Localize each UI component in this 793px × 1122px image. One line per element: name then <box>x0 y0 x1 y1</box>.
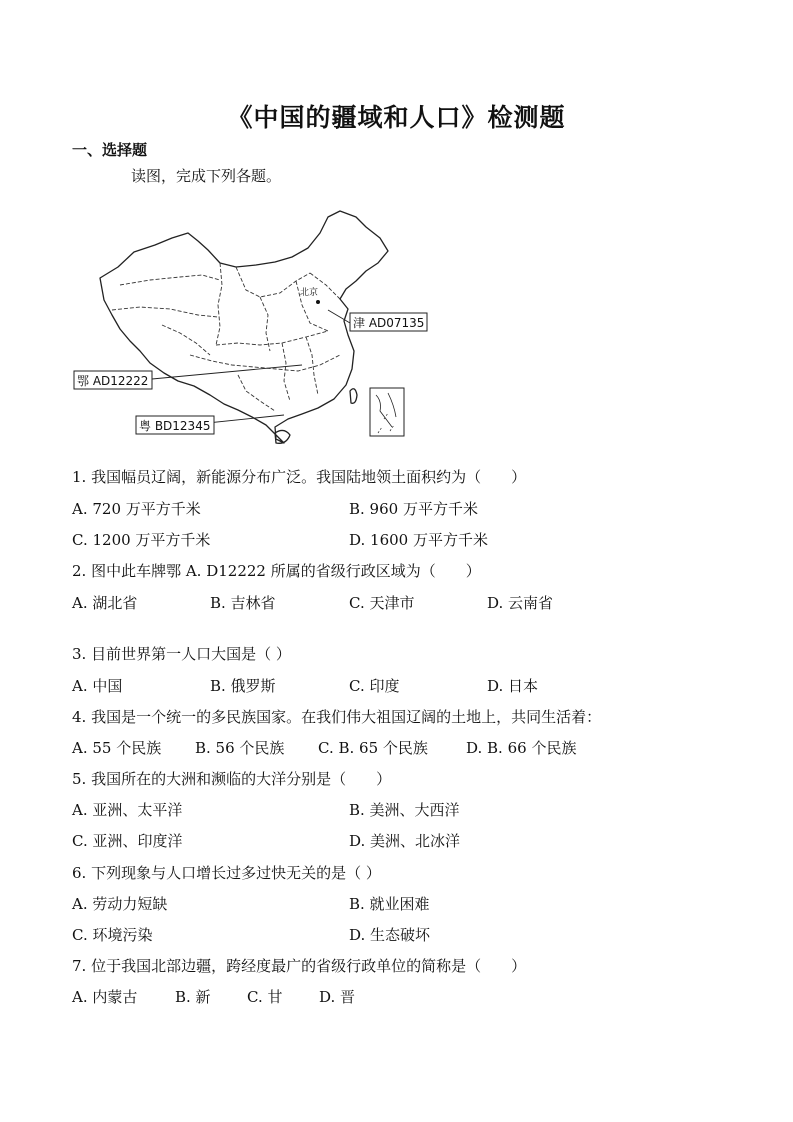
question-3: 3. 目前世界第一人口大国是（ ） <box>72 645 291 663</box>
q2-option-c[interactable]: C. 天津市 <box>349 594 415 612</box>
beijing-dot <box>316 300 320 304</box>
q4-option-d[interactable]: D. B. 66 个民族 <box>466 739 577 757</box>
q3-option-c[interactable]: C. 印度 <box>349 677 400 695</box>
q1-option-d[interactable]: D. 1600 万平方千米 <box>349 531 488 549</box>
q5-option-b[interactable]: B. 美洲、大西洋 <box>349 801 460 819</box>
q1-option-a[interactable]: A. 720 万平方千米 <box>72 500 201 518</box>
instruction-text: 读图，完成下列各题。 <box>131 167 282 185</box>
q4-option-a[interactable]: A. 55 个民族 <box>72 739 162 757</box>
question-7: 7. 位于我国北部边疆，跨经度最广的省级行政单位的简称是（ ） <box>72 957 527 975</box>
q3-option-d[interactable]: D. 日本 <box>487 677 539 695</box>
china-map <box>70 205 440 450</box>
q2-option-b[interactable]: B. 吉林省 <box>210 594 276 612</box>
china-outline <box>100 211 388 443</box>
beijing-label: 北京 <box>300 288 319 298</box>
plate-hubei: 鄂 AD12222 <box>77 374 149 388</box>
q7-option-d[interactable]: D. 晋 <box>319 988 356 1006</box>
question-2: 2. 图中此车牌鄂 A. D12222 所属的省级行政区域为（ ） <box>72 562 481 580</box>
q4-option-c[interactable]: C. B. 65 个民族 <box>318 739 428 757</box>
q3-option-b[interactable]: B. 俄罗斯 <box>210 677 276 695</box>
q5-option-d[interactable]: D. 美洲、北冰洋 <box>349 832 461 850</box>
q7-option-c[interactable]: C. 甘 <box>247 988 283 1006</box>
q5-option-c[interactable]: C. 亚洲、印度洋 <box>72 832 183 850</box>
q3-option-a[interactable]: A. 中国 <box>72 677 123 695</box>
q6-option-b[interactable]: B. 就业困难 <box>349 895 430 913</box>
q6-option-d[interactable]: D. 生态破坏 <box>349 926 431 944</box>
q7-option-a[interactable]: A. 内蒙古 <box>72 988 138 1006</box>
plate-tianjin: 津 AD07135 <box>353 316 425 330</box>
q5-option-a[interactable]: A. 亚洲、太平洋 <box>72 801 183 819</box>
q1-option-c[interactable]: C. 1200 万平方千米 <box>72 531 211 549</box>
question-6: 6. 下列现象与人口增长过多过快无关的是（ ） <box>72 864 381 882</box>
q6-option-c[interactable]: C. 环境污染 <box>72 926 153 944</box>
taiwan-island <box>350 389 357 404</box>
q2-option-a[interactable]: A. 湖北省 <box>72 594 138 612</box>
page-title: 《中国的疆域和人口》检测题 <box>227 103 566 132</box>
q4-option-b[interactable]: B. 56 个民族 <box>195 739 285 757</box>
q1-option-b[interactable]: B. 960 万平方千米 <box>349 500 478 518</box>
question-5: 5. 我国所在的大洲和濒临的大洋分别是（ ） <box>72 770 392 788</box>
question-4: 4. 我国是一个统一的多民族国家。在我们伟大祖国辽阔的土地上，共同生活着： <box>72 708 602 726</box>
plate-guangdong: 粤 BD12345 <box>139 419 211 433</box>
question-1: 1. 我国幅员辽阔，新能源分布广泛。我国陆地领土面积约为（ ） <box>72 468 527 486</box>
q7-option-b[interactable]: B. 新 <box>175 988 211 1006</box>
q6-option-a[interactable]: A. 劳动力短缺 <box>72 895 168 913</box>
section-heading: 一、选择题 <box>72 141 148 159</box>
south-sea-inset <box>370 388 404 436</box>
q2-option-d[interactable]: D. 云南省 <box>487 594 554 612</box>
